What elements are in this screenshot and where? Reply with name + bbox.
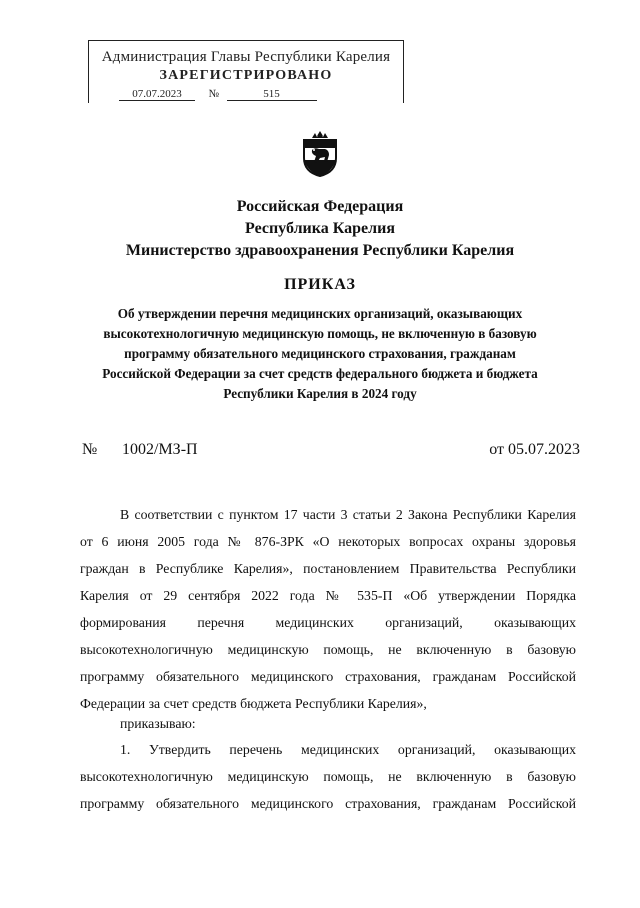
body-line: формирования перечня медицинских организаций, оказывающих bbox=[80, 615, 576, 630]
stamp-registered: ЗАРЕГИСТРИРОВАНО bbox=[159, 68, 333, 83]
item-line: 1. Утвердить перечень медицинских организаций, оказывающих bbox=[120, 742, 576, 757]
stamp-date: 07.07.2023 bbox=[119, 88, 195, 101]
title-line: Российской Федерации за счет средств федерального бюджета и бюджета bbox=[102, 366, 538, 381]
order-date: от 05.07.2023 bbox=[489, 441, 580, 458]
stamp-number: 515 bbox=[227, 88, 317, 101]
body-line: граждан в Республике Карелия», постановлением Правительства Республики bbox=[80, 561, 576, 576]
body-line: высокотехнологичную медицинскую помощь, не включенную в базовую bbox=[80, 642, 576, 657]
registration-stamp bbox=[88, 40, 404, 103]
body-line: Федерации за счет средств бюджета Республики Карелия», bbox=[80, 696, 427, 711]
header-country: Российская Федерация bbox=[236, 198, 404, 215]
item-line: программу обязательного медицинского страхования, гражданам Российской bbox=[80, 796, 576, 811]
body-line: Карелия от 29 сентября 2022 года № 535-П «Об утверждении Порядка bbox=[80, 588, 576, 603]
title-line: Республики Карелия в 2024 году bbox=[223, 386, 417, 401]
body-line: программу обязательного медицинского страхования, гражданам Российской bbox=[80, 669, 576, 684]
title-line: высокотехнологичную медицинскую помощь, не включенную в базовую bbox=[103, 326, 537, 341]
document-type: ПРИКАЗ bbox=[284, 276, 356, 293]
stamp-authority: Администрация Главы Республики Карелия bbox=[101, 49, 391, 65]
karelia-coat-of-arms-icon bbox=[300, 128, 340, 178]
order-number-sign: № bbox=[82, 441, 98, 458]
order-number-value: 1002/МЗ-П bbox=[122, 441, 198, 458]
title-line: программу обязательного медицинского страхования, гражданам bbox=[124, 346, 516, 361]
title-line: Об утверждении перечня медицинских организаций, оказывающих bbox=[117, 306, 523, 321]
body-line: от 6 июня 2005 года № 876-ЗРК «О некоторых вопросах охраны здоровья bbox=[80, 534, 576, 549]
order-number bbox=[82, 441, 198, 459]
stamp-registration-line bbox=[119, 88, 317, 101]
item-line: высокотехнологичную медицинскую помощь, не включенную в базовую bbox=[80, 769, 576, 784]
stamp-number-sign: № bbox=[208, 88, 219, 100]
header-republic: Республика Карелия bbox=[245, 220, 395, 237]
body-line: В соответствии с пунктом 17 части 3 статьи 2 Закона Республики Карелия bbox=[120, 507, 576, 522]
decree-word: приказываю: bbox=[120, 716, 196, 731]
header-ministry: Министерство здравоохранения Республики Карелия bbox=[125, 242, 515, 259]
document-title bbox=[80, 304, 560, 404]
